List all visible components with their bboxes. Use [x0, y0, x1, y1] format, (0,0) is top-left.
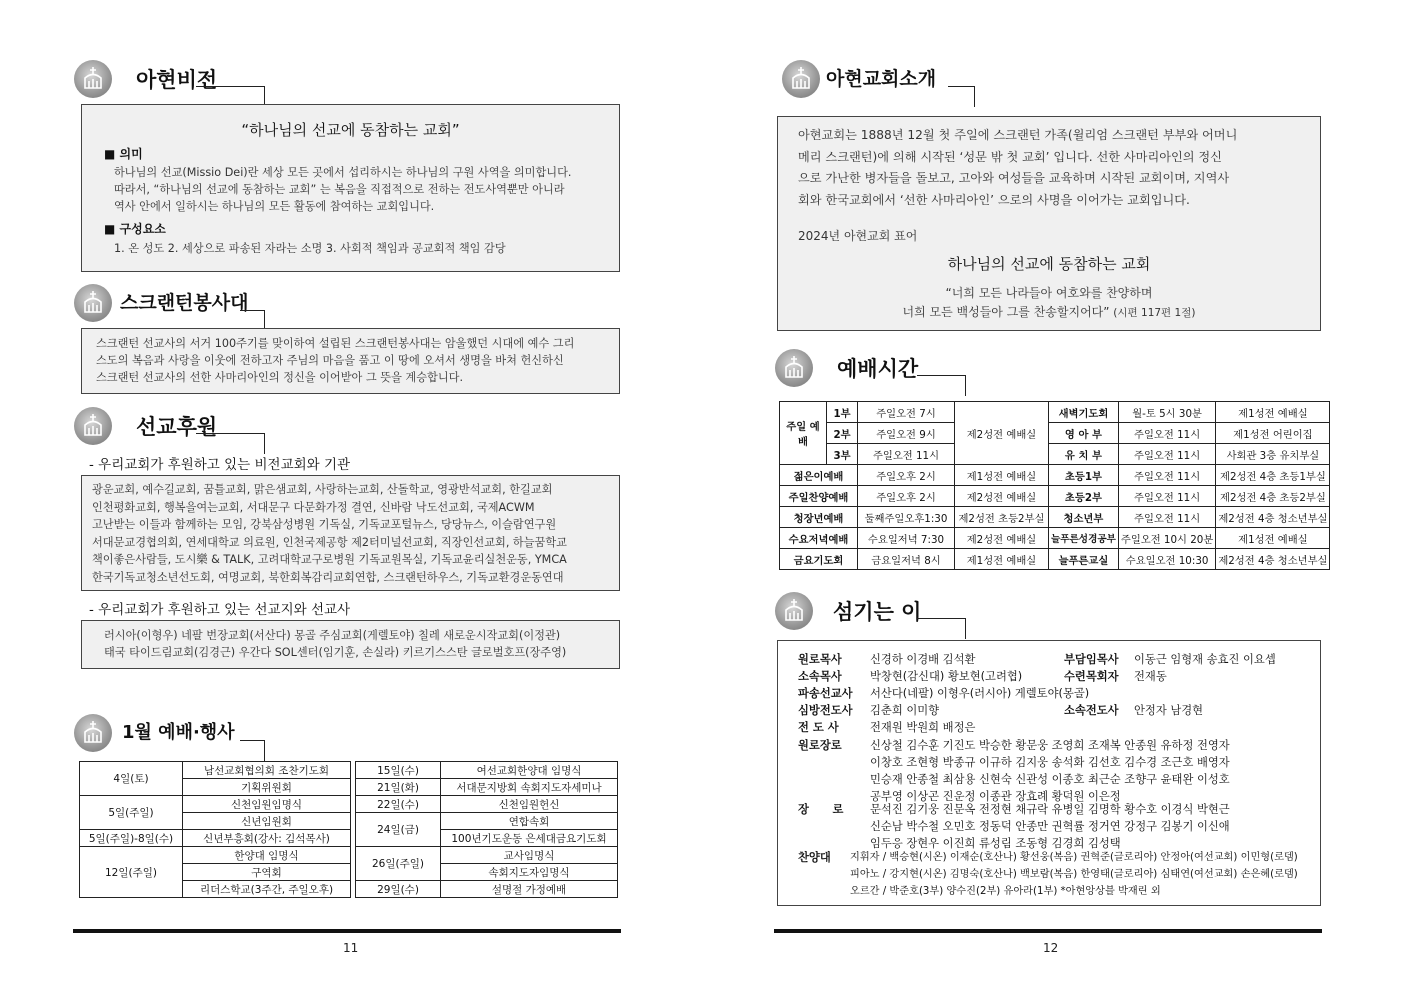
event-item: 서대문지방회 속회지도자세미나	[441, 779, 618, 796]
support-line: 서대문교경협의회, 연세대학교 의료원, 인천국제공항 제2터미널선교회, 직장인선교회, 하늘꿈학교	[92, 535, 567, 549]
role-label: 소속전도사	[1064, 704, 1119, 717]
servant-row	[1064, 651, 1276, 668]
worship-time: 주일오전 7시	[858, 402, 955, 423]
table-row	[80, 796, 351, 813]
role-names: 신경하 이경배 김석환	[870, 653, 976, 666]
role-names: 박창현(감신대) 황보현(고려협)	[870, 670, 1023, 683]
table-row	[780, 465, 1049, 486]
role-label: 원로장로	[798, 739, 842, 752]
role-label: 찬양대	[798, 851, 831, 864]
worship-place: 제2성전 4층 청소년부실	[1216, 549, 1330, 570]
mission-box-2	[81, 620, 620, 669]
names-line: 오르간 / 박준호(3부) 양수진(2부) 유아라(1부) *아현앙상블 박재린 외	[850, 886, 1161, 897]
jang-names	[870, 801, 1230, 852]
table-row	[1049, 507, 1330, 528]
scranton-text	[96, 335, 574, 386]
intro-line: 회와 한국교회에서 ‘선한 사마리아인’ 으로의 사명을 이어가는 교회입니다.	[798, 192, 1190, 207]
mission-sub2: - 우리교회가 후원하고 있는 선교지와 선교사	[89, 602, 351, 618]
servants-box	[777, 640, 1321, 906]
servant-row	[1064, 702, 1203, 719]
scranton-line: 스크랜턴 선교사의 서거 100주기를 맞이하여 설립된 스크랜턴봉사대는 암울했던 시대에 예수 그리	[96, 337, 575, 350]
role-label: 수련목회자	[1064, 670, 1119, 683]
worship-time: 주일오전 11시	[1118, 423, 1215, 444]
event-date: 22일(수)	[356, 796, 441, 813]
worship-time: 둘째주일오후1:30	[858, 507, 955, 528]
servant-row	[798, 668, 1022, 685]
names-line: 지휘자 / 백승현(시온) 이재순(호산나) 황선웅(복음) 권혁준(글로리아) 안정아(여선교회) 이민형(로뎀)	[850, 852, 1298, 863]
role-label: 장 로	[798, 803, 844, 816]
table-row	[1049, 423, 1330, 444]
event-date: 4일(토)	[80, 762, 183, 796]
heading-line	[917, 618, 966, 639]
mission-box-1	[81, 475, 620, 591]
names-line: 신상철 김수훈 기진도 박승한 황문웅 조영희 조재복 안종원 유하정 전영자	[870, 739, 1230, 752]
church-logo-icon	[74, 60, 112, 98]
elements-text: 1. 온 성도 2. 세상으로 파송된 자라는 소명 3. 사회적 책임과 공교회적 책임 감당	[114, 242, 506, 255]
servants-title: 섬기는 이	[833, 600, 922, 624]
vision-heading	[74, 60, 266, 100]
table-row	[780, 528, 1049, 549]
event-item: 여선교회한양대 임명식	[441, 762, 618, 779]
worship-name: 영 아 부	[1049, 423, 1119, 444]
church-logo-icon	[74, 407, 112, 445]
worship-name: 청장년예배	[780, 507, 858, 528]
worship-name: 유 치 부	[1049, 444, 1119, 465]
worship-name: 초등1부	[1049, 465, 1119, 486]
worship-place: 사회관 3층 유치부실	[1216, 444, 1330, 465]
events-table-right	[355, 761, 618, 898]
worship-place: 제2성전 4층 초등2부실	[1216, 486, 1330, 507]
heading-line	[948, 86, 975, 107]
worship-part: 1부	[827, 402, 858, 423]
scranton-title: 스크랜턴봉사대	[120, 292, 249, 314]
servant-row	[798, 702, 939, 719]
scranton-line: 스크랜턴 선교사의 선한 사마리아인의 정신을 이어받아 그 뜻을 계승합니다.	[96, 371, 464, 384]
role-names: 전재원 박원희 배정은	[870, 721, 976, 734]
role-names: 이동근 임형재 송효진 이요셉	[1134, 653, 1276, 666]
intro-motto: 하나님의 선교에 동참하는 교회	[947, 255, 1151, 273]
worship-name: 주일찬양예배	[780, 486, 858, 507]
church-logo-icon	[782, 60, 820, 98]
worship-time: 주일오전 10시 20분	[1118, 528, 1215, 549]
scranton-box	[81, 328, 620, 394]
intro-box	[777, 116, 1321, 331]
intro-heading	[782, 60, 976, 100]
table-row	[1049, 402, 1330, 423]
event-date: 26일(주일)	[356, 847, 441, 881]
worship-place: 제1성전 예배실	[955, 465, 1049, 486]
church-logo-icon	[775, 592, 813, 630]
worship-name: 수요저녁예배	[780, 528, 858, 549]
event-item: 100년기도운동 은세대금요기도회	[441, 830, 618, 847]
event-item: 교사임명식	[441, 847, 618, 864]
table-row	[1049, 486, 1330, 507]
event-date: 15일(수)	[356, 762, 441, 779]
event-item: 신천임원헌신	[441, 796, 618, 813]
role-label: 심방전도사	[798, 704, 853, 717]
table-row	[1049, 444, 1330, 465]
names-line: 신순남 박수철 오민호 정동덕 안종만 권혁률 정거연 강정구 김봉기 이신애	[870, 820, 1230, 833]
verse-line-1: “너희 모든 나라들아 여호와를 찬양하며	[945, 286, 1153, 300]
church-logo-icon	[74, 714, 112, 752]
heading-line	[196, 433, 265, 454]
event-item: 구역회	[183, 864, 351, 881]
mission-heading	[74, 407, 266, 447]
servant-row	[1064, 668, 1167, 685]
intro-line: 으로 가난한 병자들을 돌보고, 고아와 여성들을 교육하며 시작된 교회이며, 지역사	[798, 171, 1230, 185]
event-item: 한양대 임명식	[183, 847, 351, 864]
intro-line: 아현교회는 1888년 12월 첫 주일에 스크랜턴 가족(윌리엄 스크랜턴 부부와 어머니	[798, 128, 1238, 142]
names-line: 공부영 이상곤 진운정 이종관 장효례 황덕원 이은정	[870, 790, 1121, 803]
meaning-text	[114, 164, 571, 215]
worship-name: 늘푸른성경공부	[1049, 528, 1119, 549]
worship-place: 제1성전 예배실	[1216, 402, 1330, 423]
names-line: 민승재 안종철 최삼용 신현숙 신관성 이종호 최근순 조향구 윤태완 이성호	[870, 773, 1230, 786]
verse-line-2	[778, 303, 1320, 320]
verse-reference: (시편 117편 1절)	[1113, 307, 1196, 319]
worship-place: 제2성전 예배실	[955, 402, 1049, 465]
support-line: 인천평화교회, 행복을여는교회, 서대문구 다문화가정 결연, 신바람 낙도선교회, 국제ACWM	[92, 500, 535, 514]
event-date: 12일(주일)	[80, 847, 183, 898]
worship-time: 수요일저녁 7:30	[858, 528, 955, 549]
worship-place: 제2성전 초등2부실	[955, 507, 1049, 528]
worship-time: 주일오전 11시	[1118, 444, 1215, 465]
event-date: 5일(주일)-8일(수)	[80, 830, 183, 847]
table-row	[780, 507, 1049, 528]
vision-churches-text	[92, 481, 567, 586]
mission-title: 선교후원	[136, 415, 218, 439]
table-row	[356, 796, 618, 813]
worship-time: 월-토 5시 30분	[1118, 402, 1215, 423]
table-row	[356, 881, 618, 898]
table-row	[356, 762, 618, 779]
table-row	[356, 847, 618, 864]
elder-names	[870, 737, 1230, 805]
meaning-label: ■ 의미	[104, 147, 143, 161]
worship-time: 주일오후 2시	[858, 486, 955, 507]
worship-name: 금요기도회	[780, 549, 858, 570]
role-names: 전재동	[1134, 670, 1167, 683]
worship-time: 주일오전 11시	[858, 444, 955, 465]
worship-time: 금요일저녁 8시	[858, 549, 955, 570]
missionary-line: 태국 타이드림교회(김경근) 우간다 SOL센터(임기훈, 손실라) 키르기스스탄 글로벌호프(장주영)	[104, 646, 567, 659]
church-logo-icon	[775, 349, 813, 387]
table-row	[1049, 528, 1330, 549]
worship-name: 새벽기도회	[1049, 402, 1119, 423]
worship-time: 수요일오전 10:30	[1118, 549, 1215, 570]
worship-name: 늘푸른교실	[1049, 549, 1119, 570]
event-date: 5일(주일)	[80, 796, 183, 830]
table-row	[80, 762, 351, 779]
event-item: 신년부흥회(강사: 김석목사)	[183, 830, 351, 847]
table-row	[80, 847, 351, 864]
footer-rule	[774, 929, 1322, 933]
meaning-line: 따라서, “하나님의 선교에 동참하는 교회” 는 복음을 직접적으로 전하는 전도사역뿐만 아니라	[114, 183, 565, 196]
event-item: 리더스학교(3주간, 주일오후)	[183, 881, 351, 898]
scranton-heading	[74, 284, 266, 324]
event-date: 29일(수)	[356, 881, 441, 898]
worship-place: 제1성전 예배실	[955, 549, 1049, 570]
worship-time: 주일오전 9시	[858, 423, 955, 444]
worship-place: 제2성전 4층 청소년부실	[1216, 507, 1330, 528]
missionary-line: 러시아(이형우) 네팔 번장교회(서산다) 몽골 주심교회(게렐토야) 칠레 새로운시작교회(이정관)	[104, 629, 561, 642]
vision-motto: “하나님의 선교에 동참하는 교회”	[241, 121, 460, 139]
worship-time: 주일오후 2시	[858, 465, 955, 486]
heading-line	[240, 740, 265, 761]
table-row	[780, 549, 1049, 570]
event-item: 신년임원회	[183, 813, 351, 830]
worship-title: 예배시간	[837, 357, 919, 381]
servant-row	[798, 685, 1089, 702]
mission-sub1: - 우리교회가 후원하고 있는 비전교회와 기관	[89, 457, 351, 473]
heading-line	[917, 375, 966, 396]
event-date: 21일(화)	[356, 779, 441, 796]
event-item: 신천임원임명식	[183, 796, 351, 813]
vision-title: 아현비전	[136, 68, 218, 92]
intro-line: 메리 스크랜턴)에 의해 시작된 ‘성문 밖 첫 교회’ 입니다. 선한 사마리아인의 정신	[798, 149, 1222, 164]
role-names: 서산다(네팔) 이형우(러시아) 게렐토야(몽골)	[870, 687, 1090, 700]
page-number: 12	[1043, 941, 1059, 955]
support-line: 고난받는 이들과 함께하는 모임, 강북삼성병원 기독실, 기독교포털뉴스, 당당뉴스, 이슬람연구원	[92, 518, 557, 531]
meaning-line: 역사 안에서 일하시는 하나님의 모든 활동에 참여하는 교회입니다.	[114, 200, 435, 213]
events-title: 1월 예배·행사	[122, 722, 235, 743]
sunday-label: 주일 예배	[780, 402, 827, 465]
event-item: 남선교회협의회 조찬기도회	[183, 762, 351, 779]
worship-heading	[775, 349, 967, 389]
elements-label: ■ 구성요소	[104, 222, 166, 236]
worship-place: 제1성전 예배실	[1216, 528, 1330, 549]
meaning-line: 하나님의 선교(Missio Dei)란 세상 모든 곳에서 섭리하시는 하나님의 구원 사역을 의미합니다.	[114, 166, 572, 179]
table-row	[780, 402, 1049, 423]
event-date: 24일(금)	[356, 813, 441, 847]
worship-name: 청소년부	[1049, 507, 1119, 528]
church-logo-icon	[74, 284, 112, 322]
scranton-line: 스도의 복음과 사랑을 이웃에 전하고자 주님의 마음을 품고 이 땅에 오셔서 생명을 바쳐 헌신하신	[96, 354, 564, 367]
support-line: 한국기독교청소년선도회, 여명교회, 북한회복감리교회연합, 스크랜턴하우스, 기독교환경운동연대	[92, 570, 564, 584]
role-label: 전 도 사	[798, 721, 839, 734]
role-names: 김춘희 이미향	[870, 704, 940, 717]
worship-place: 제1성전 어린이집	[1216, 423, 1330, 444]
worship-name: 젊은이예배	[780, 465, 858, 486]
servant-row	[798, 719, 975, 736]
worship-time: 주일오전 11시	[1118, 486, 1215, 507]
names-line: 문석진 김기웅 진문옥 전정현 채규락 유병일 김명학 황수호 이경식 박현근	[870, 803, 1230, 816]
event-item: 설명절 가정예배	[441, 881, 618, 898]
worship-table-right	[1048, 401, 1330, 570]
worship-table-left	[779, 401, 1049, 570]
event-item: 연합속회	[441, 813, 618, 830]
worship-place: 제2성전 4층 초등1부실	[1216, 465, 1330, 486]
table-row	[1049, 549, 1330, 570]
role-names: 안정자 남경현	[1134, 704, 1204, 717]
events-heading	[74, 714, 266, 754]
intro-text	[798, 125, 1237, 211]
role-label: 원로목사	[798, 653, 842, 666]
names-line: 피아노 / 강지현(시온) 김명숙(호산나) 백보람(복음) 한영태(글로리아) 심태연(여선교회) 손은혜(로뎀)	[850, 869, 1298, 880]
intro-title: 아현교회소개	[826, 68, 937, 90]
worship-name: 초등2부	[1049, 486, 1119, 507]
role-label: 부담임목사	[1064, 653, 1119, 666]
page-number: 11	[343, 941, 359, 955]
vision-box	[81, 104, 620, 272]
footer-rule	[73, 929, 621, 933]
support-line: 광운교회, 예수길교회, 꿈틀교회, 맑은샘교회, 사랑하는교회, 산돌학교, 영광반석교회, 한길교회	[92, 483, 553, 496]
servant-row	[798, 651, 975, 668]
worship-part: 3부	[827, 444, 858, 465]
event-item: 속회지도자임명식	[441, 864, 618, 881]
verse-text: 너희 모든 백성들아 그를 찬송할지어다”	[902, 305, 1110, 319]
servants-heading	[775, 592, 967, 632]
worship-time: 주일오전 11시	[1118, 465, 1215, 486]
role-label: 소속목사	[798, 670, 842, 683]
names-line: 임두응 장현우 이진희 류성림 조동형 김경희 김성택	[870, 837, 1121, 850]
worship-place: 제2성전 예배실	[955, 486, 1049, 507]
motto-year-label: 2024년 아현교회 표어	[798, 229, 918, 243]
missionaries-text	[104, 627, 566, 661]
support-line: 책이좋은사람들, 도시樂 & TALK, 고려대학교구로병원 기독교원목실, 기독교윤리실천운동, YMCA	[92, 553, 567, 566]
table-row	[1049, 465, 1330, 486]
event-item: 기획위원회	[183, 779, 351, 796]
choir-names	[850, 849, 1298, 900]
table-row	[780, 486, 1049, 507]
table-row	[356, 779, 618, 796]
table-row	[80, 830, 351, 847]
role-label: 파송선교사	[798, 687, 853, 700]
events-table-left	[79, 761, 351, 898]
worship-time: 주일오전 11시	[1118, 507, 1215, 528]
worship-part: 2부	[827, 423, 858, 444]
names-line: 이창호 조현형 박종규 이규하 김지웅 송석화 김선호 김수경 조근호 배영자	[870, 756, 1230, 769]
worship-place: 제2성전 예배실	[955, 528, 1049, 549]
table-row	[356, 813, 618, 830]
